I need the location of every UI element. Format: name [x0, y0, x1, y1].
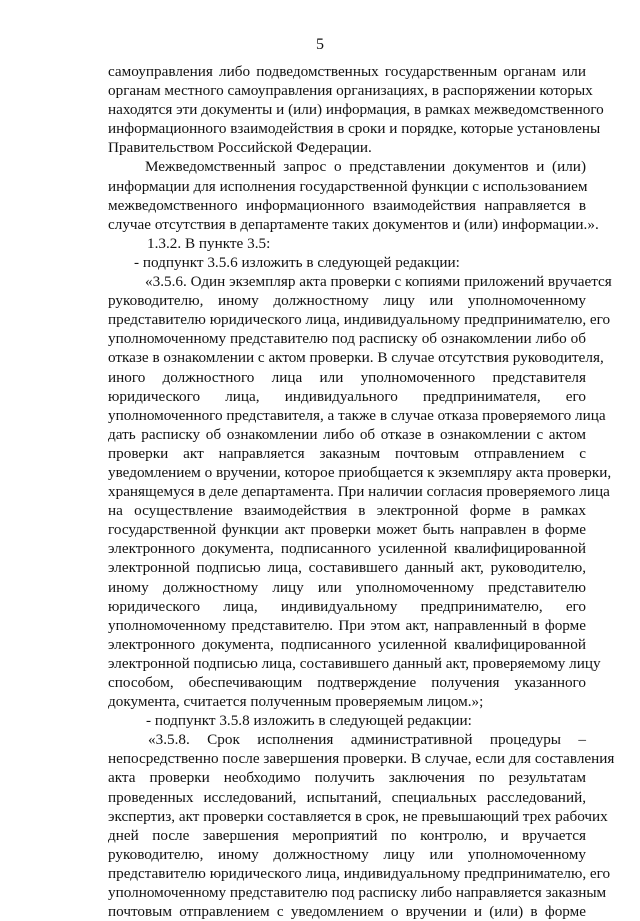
text-line: юридического лица, индивидуальному предпринимателю, его	[108, 597, 586, 615]
text-line: проверки акт направляется заказным почтовым отправлением с	[108, 444, 586, 462]
text-line: информации для исполнения государственной функции с использованием	[108, 177, 588, 195]
text-line: органам местного самоуправления организациях, в распоряжении которых	[108, 82, 593, 100]
text-line: Межведомственный запрос о представлении документов и (или)	[145, 158, 586, 176]
text-line: электронной подписью лица, составившего данный акт, проверяемому лицу	[108, 654, 601, 672]
text-line: электронного документа, подписанного усиленной квалифицированной	[108, 540, 586, 558]
document-body	[108, 62, 615, 921]
text-line: представителю юридического лица, индивидуальному предпринимателю, его	[108, 311, 611, 329]
text-line: межведомственного информационного взаимодействия направляется в	[108, 196, 586, 214]
text-line: - подпункт 3.5.6 изложить в следующей редакции:	[134, 253, 460, 271]
text-line: экспертиз, акт проверки составляется в срок, не превышающий трех рабочих	[108, 807, 608, 825]
text-line: представителю юридического лица, индивидуальному предпринимателю, его	[108, 864, 611, 882]
text-line: случае отсутствия в департаменте таких документов и (или) информации.».	[108, 215, 599, 233]
text-line: дней после завершения мероприятий по контролю, и вручается	[108, 826, 586, 844]
text-line: дать расписку об ознакомлении либо об отказе в ознакомлении с актом	[108, 425, 586, 443]
text-line: акта проверки необходимо получить заключения по результатам	[108, 769, 586, 787]
text-line: «3.5.8. Срок исполнения административной процедуры –	[148, 731, 586, 749]
text-line: электронного документа, подписанного усиленной квалифицированной	[108, 635, 586, 653]
text-line: проведенных исследований, испытаний, специальных расследований,	[108, 788, 586, 806]
text-line: уведомлением о вручении, которое приобщается к экземпляру акта проверки,	[108, 463, 612, 481]
text-line: 1.3.2. В пункте 3.5:	[147, 234, 271, 252]
text-line: почтовым отправлением с уведомлением о вручении и (или) в форме	[108, 903, 586, 921]
text-line: - подпункт 3.5.8 изложить в следующей редакции:	[146, 712, 472, 730]
text-line: непосредственно после завершения проверки. В случае, если для составления	[108, 750, 615, 768]
text-line: юридического лица, индивидуального предпринимателя, его	[108, 387, 586, 405]
text-line: электронной подписью лица, составившего данный акт, руководителю,	[108, 559, 586, 577]
text-line: руководителю, иному должностному лицу или уполномоченному	[108, 845, 586, 863]
text-line: «3.5.6. Один экземпляр акта проверки с копиями приложений вручается	[145, 273, 612, 291]
text-line: руководителю, иному должностному лицу или уполномоченному	[108, 292, 586, 310]
text-line: на осуществление взаимодействия в электронной форме в рамках	[108, 502, 586, 520]
text-line: уполномоченному представителю под расписку либо направляется заказным	[108, 884, 607, 902]
text-line: хранящемуся в деле департамента. При наличии согласия проверяемого лица	[108, 483, 610, 501]
page-number: 5	[316, 36, 324, 53]
text-line: Правительством Российской Федерации.	[108, 139, 372, 157]
text-line: иного должностного лица или уполномоченного представителя	[108, 368, 586, 386]
text-line: государственной функции акт проверки может быть направлен в форме	[108, 521, 586, 539]
text-line: уполномоченного представителя, а также в случае отказа проверяемого лица	[108, 406, 606, 424]
text-line: уполномоченному представителю под расписку об ознакомлении либо об	[108, 330, 586, 348]
text-line: отказе в ознакомлении с актом проверки. В случае отсутствия руководителя,	[108, 349, 604, 367]
text-line: уполномоченному представителю. При этом акт, направленный в форме	[108, 616, 586, 634]
text-line: способом, обеспечивающим подтверждение получения указанного	[108, 674, 586, 691]
text-line: самоуправления либо подведомственных государственным органам или	[108, 63, 586, 80]
text-line: находятся эти документы и (или) информация, в рамках межведомственного	[108, 101, 604, 119]
text-line: информационного взаимодействия в сроки и порядке, которые установлены	[108, 120, 601, 138]
text-line: иному должностному лицу или уполномоченному представителю	[108, 578, 586, 596]
text-line: документа, считается полученным проверяемым лицом.»;	[108, 693, 484, 711]
